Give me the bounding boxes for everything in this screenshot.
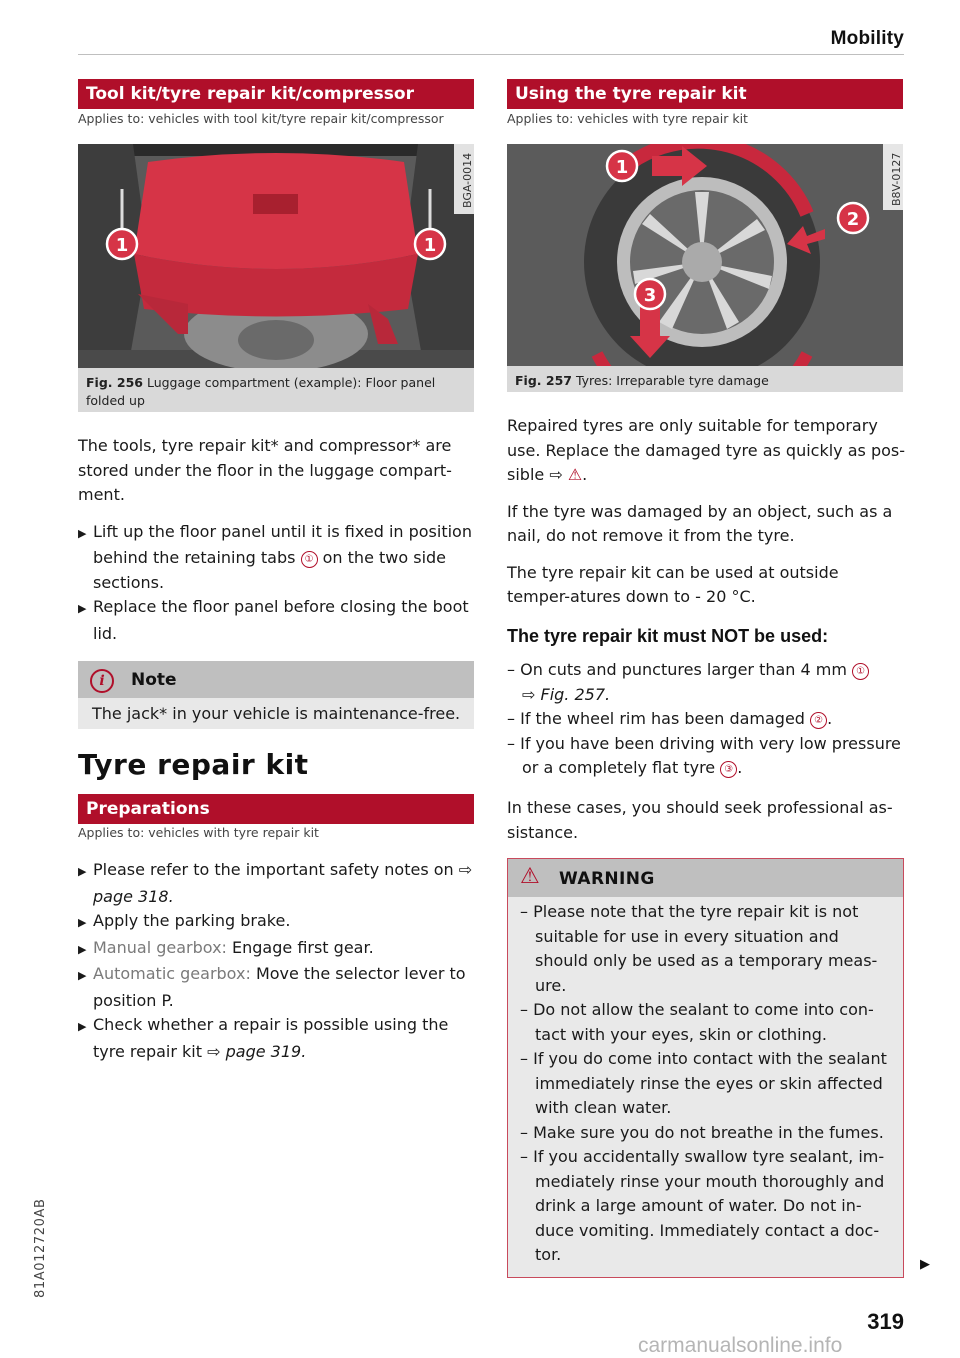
warning-header-icon: ⚠ [520,864,540,889]
prep-step-3 [78,936,478,963]
prep-step-4-label: Automatic gearbox: [93,964,251,983]
using-kit-body [507,414,905,622]
callout-1-marker: ① [301,551,318,568]
must-not-item-3: – If you have been driving with very low pressure or a completely flat tyre ③ . [507,733,901,777]
tool-kit-step-1-text-b: on the two side sections. [93,548,447,592]
tool-kit-step-1-text-a: Lift up the floor panel until it is fixed in position behind the retaining tabs [93,521,472,567]
figure-256-caption-text: Luggage compartment (example): Floor panel folded up [86,375,436,408]
figure-257-caption [515,372,895,390]
page-319-link[interactable]: ⇨ page 319. [207,1041,307,1061]
fig-257-link[interactable]: ⇨ Fig. 257. [522,684,611,704]
callout-1: 1 [615,157,629,178]
prep-step-4-text: Move the selector lever to position P. [93,964,466,1010]
callout-1-right: 1 [423,235,437,256]
info-icon: i [90,669,114,693]
warning-triangle-icon: ⚠ [567,465,583,484]
note-text: The jack* in your vehicle is maintenance-free. [92,704,461,723]
figure-code-257: B8V-0127 [890,152,903,206]
warning-item-3-text: If you do come into contact with the sealant immediately rinse the eyes or skin affected with clean water. [533,1049,887,1117]
tool-kit-step-1 [78,520,478,596]
note-title: Note [131,670,177,690]
section-title-using-kit: Using the tyre repair kit [507,79,903,109]
warning-item-4: – Make sure you do not breathe in the fumes. [520,1122,884,1142]
tool-kit-step-2 [78,595,478,646]
figure-256 [78,144,474,412]
must-not-item-1: – On cuts and punctures larger than 4 mm ① ⇨ Fig. 257. [507,658,905,707]
prep-step-1-text: Please refer to the important safety notes on [93,860,454,879]
figure-257-caption-text: Tyres: Irreparable tyre damage [575,373,769,388]
warning-item-5-text: If you accidentally swallow tyre sealant, im-mediately rinse your mouth thoroughly and drink a large amount of water. Do not in-duce vomiting. Immediately contact a doc-tor. [533,1147,885,1264]
warning-title: WARNING [559,869,655,889]
using-kit-p2: If the tyre was damaged by an object, such as a nail, do not remove it from the tyre. [507,501,893,545]
bullet-triangle-icon: ▶ [78,969,87,982]
callout-1-left: 1 [115,235,129,256]
callout-3: 3 [643,285,657,306]
figure-code-256: BGA-0014 [461,152,474,208]
using-kit-p4: In these cases, you should seek professional as-sistance. [507,798,893,842]
section-title-tool-kit: Tool kit/tyre repair kit/compressor [78,79,474,109]
warning-ref-arrow[interactable]: ⇨ [549,465,563,484]
running-header: Mobility [830,28,904,49]
document-id: 81A012720AB [33,1198,48,1298]
must-not-item-1-text: On cuts and punctures larger than 4 mm [520,660,847,679]
callout-1-marker: ① [852,663,869,680]
must-not-item-3-text: If you have been driving with very low pressure or a completely flat tyre [520,733,901,777]
warning-item-4-text: Make sure you do not breathe in the fumes. [533,1122,884,1142]
watermark: carmanualsonline.info [638,1334,843,1357]
prep-step-2 [78,909,478,936]
prep-step-1 [78,858,478,909]
tool-kit-intro: The tools, tyre repair kit* and compressor* are stored under the floor in the luggage compart-ment. [78,436,452,504]
luggage-compartment-illustration [78,144,474,368]
bullet-triangle-icon: ▶ [78,1020,87,1033]
tyre-damage-illustration [507,144,903,366]
using-kit-p1: Repaired tyres are only suitable for temporary use. Replace the damaged tyre as quickly as pos-sible ⇨ ⚠. [507,416,906,484]
callout-2: 2 [846,209,860,230]
prep-step-3-label: Manual gearbox: [93,937,227,957]
warning-item-1-text: Please note that the tyre repair kit is not suitable for use in every situation and should only be used as a temporary meas-ure. [533,902,878,995]
bullet-triangle-icon: ▶ [78,865,87,878]
prep-step-3-text: Engage first gear. [232,937,374,957]
section-title-preparations: Preparations [78,794,474,824]
applies-to-using-kit: Applies to: vehicles with tyre repair kit [507,111,748,126]
must-not-list [507,658,905,781]
figure-257-label: Fig. 257 [515,373,572,388]
must-not-item-2: – If the wheel rim has been damaged ② . [507,709,833,728]
warning-item-2: – Do not allow the sealant to come into con-tact with your eyes, skin or clothing. [520,1000,874,1044]
figure-257 [507,144,903,392]
figure-256-caption [86,374,466,410]
using-kit-p1-text: Repaired tyres are only suitable for temporary use. Replace the damaged tyre as quickly as pos-sible [507,416,906,484]
tool-kit-body [78,434,478,646]
page-318-link[interactable]: ⇨ page 318. [93,860,473,906]
prep-step-2-text: Apply the parking brake. [93,911,291,930]
tool-kit-step-2-text: Replace the floor panel before closing the boot lid. [93,597,469,643]
bullet-triangle-icon: ▶ [78,526,87,540]
warning-item-3: – If you do come into contact with the sealant immediately rinse the eyes or skin affected with clean water. [520,1049,887,1117]
warning-item-2-text: Do not allow the sealant to come into con-tact with your eyes, skin or clothing. [533,1000,874,1044]
tyre-repair-kit-heading: Tyre repair kit [78,748,309,781]
using-kit-p3: The tyre repair kit can be used at outside temper-atures down to - 20 °C. [507,562,839,606]
warning-item-1: – Please note that the tyre repair kit is not suitable for use in every situation and should only be used as a temporary meas-ure. [520,902,878,995]
must-not-heading: The tyre repair kit must NOT be used: [507,626,829,646]
callout-3-marker: ③ [720,761,737,778]
figure-256-label: Fig. 256 [86,375,143,390]
callout-2-marker: ② [810,712,827,729]
bullet-triangle-icon: ▶ [78,602,87,615]
prep-step-5 [78,1013,478,1064]
bullet-triangle-icon: ▶ [78,916,87,929]
must-not-item-2-text: If the wheel rim has been damaged [520,709,805,728]
continue-arrow-icon: ▶ [920,1257,930,1272]
warning-list [520,900,892,1268]
preparations-steps [78,858,478,1064]
page-number: 319 [867,1309,904,1334]
bullet-triangle-icon: ▶ [78,942,87,956]
warning-item-5: – If you accidentally swallow tyre sealant, im-mediately rinse your mouth thoroughly and drink a large amount of water. Do not in-duce vomiting. Immediately contact a doc-tor. [520,1147,885,1264]
applies-to-preparations: Applies to: vehicles with tyre repair kit [78,825,319,840]
header-rule [78,54,904,55]
prep-step-5-text: Check whether a repair is possible using the tyre repair kit [93,1015,449,1061]
prep-step-4 [78,962,478,1013]
applies-to-tool-kit: Applies to: vehicles with tool kit/tyre repair kit/compressor [78,111,444,126]
using-kit-p4-wrap [507,796,905,857]
